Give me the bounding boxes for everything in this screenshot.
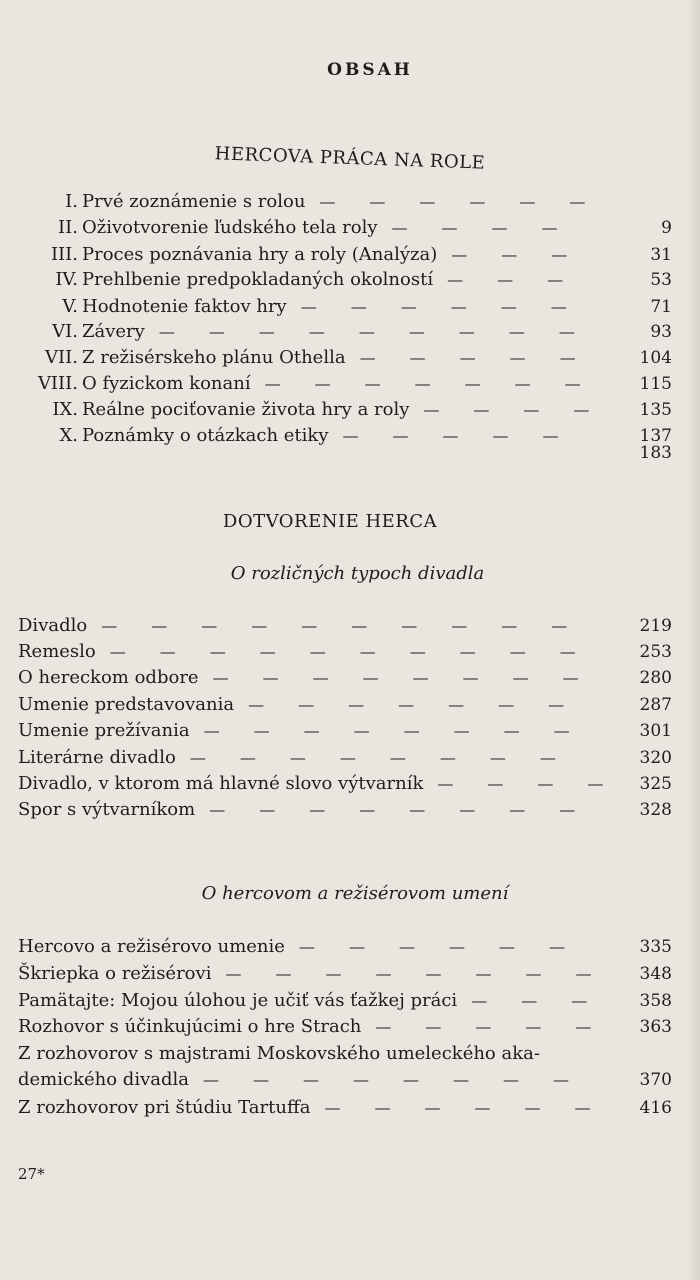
- entry-title: Prehlbenie predpokladaných okolností: [82, 269, 434, 290]
- leader-dash: —: [509, 800, 526, 819]
- leader-dash: —: [203, 721, 220, 740]
- leader-dash: —: [509, 642, 526, 661]
- leader-dash: —: [298, 937, 315, 956]
- entry-title: Z rozhovorov s majstrami Moskovského umeleckého aka-: [18, 1043, 540, 1064]
- leader-dash: —: [400, 297, 417, 316]
- page-number: 137: [639, 426, 672, 446]
- leader-dash: —: [202, 1070, 219, 1089]
- entry-title: Remeslo: [18, 641, 96, 662]
- page-number: 9: [661, 218, 672, 238]
- leader-dash: —: [325, 964, 342, 983]
- leader-dash: —: [525, 1017, 542, 1036]
- leader-dash: —: [559, 348, 576, 367]
- entry-title: Z rozhovorov pri štúdiu Tartuffa: [18, 1097, 311, 1118]
- leader-dash: —: [439, 748, 456, 767]
- toc-entry: [18, 1068, 672, 1092]
- leader-dash: —: [352, 1070, 369, 1089]
- leader-dash: —: [419, 192, 436, 211]
- leader-dash: —: [369, 192, 386, 211]
- leader-dash: —: [101, 616, 118, 635]
- toc-entry: [18, 772, 672, 796]
- entry-title: Oživotvorenie ľudského tela roly: [82, 217, 378, 238]
- leader-dash: —: [358, 322, 375, 341]
- chapter-number: I.: [65, 191, 78, 212]
- leader-dash: —: [587, 774, 604, 793]
- toc-entry: [18, 962, 672, 986]
- toc-entry: [18, 614, 672, 638]
- leader-dash: —: [409, 800, 426, 819]
- leader-dash: —: [542, 426, 559, 445]
- leader-dash: —: [450, 297, 467, 316]
- entry-title: Hodnotenie faktov hry: [82, 296, 287, 317]
- leader-dash: —: [521, 991, 538, 1010]
- leader-dash: —: [548, 937, 565, 956]
- page-number: 280: [639, 668, 672, 688]
- leader-dash: —: [573, 400, 590, 419]
- leader-dash: —: [424, 1098, 441, 1117]
- leader-dash: —: [497, 270, 514, 289]
- leader-dash: —: [498, 695, 515, 714]
- leader-dash: —: [448, 695, 465, 714]
- leader-dash: —: [501, 616, 518, 635]
- entry-title: Prvé zoznámenie s rolou: [82, 191, 306, 212]
- leader-dash: —: [319, 192, 336, 211]
- leader-dash: —: [259, 642, 276, 661]
- page-number: 135: [639, 400, 672, 420]
- leader-dash: —: [564, 374, 581, 393]
- toc-entry: [18, 190, 672, 214]
- toc-entry: [18, 372, 672, 396]
- entry-title: Divadlo, v ktorom má hlavné slovo výtvarník: [18, 773, 424, 794]
- leader-dash: —: [571, 991, 588, 1010]
- part-title-hercova-praca: HERCOVA PRÁCA NA ROLE: [214, 143, 486, 174]
- entry-title: Umenie predstavovania: [18, 694, 235, 715]
- leader-dash: —: [208, 322, 225, 341]
- entry-title: Z režisérskeho plánu Othella: [82, 347, 346, 368]
- leader-dash: —: [558, 322, 575, 341]
- page-number: 328: [639, 800, 672, 820]
- leader-dash: —: [364, 374, 381, 393]
- leader-dash: —: [451, 245, 468, 264]
- chapter-number: VII.: [45, 347, 78, 368]
- leader-dash: —: [469, 192, 486, 211]
- leader-dash: —: [412, 668, 429, 687]
- chapter-number: VIII.: [37, 373, 78, 394]
- leader-dash: —: [500, 297, 517, 316]
- leader-dash: —: [425, 964, 442, 983]
- chapter-number: VI.: [52, 321, 78, 342]
- leader-dash: —: [491, 218, 508, 237]
- leader-dash: —: [312, 668, 329, 687]
- leader-dash: —: [262, 668, 279, 687]
- toc-entry: [18, 935, 672, 959]
- leader-dash: —: [303, 721, 320, 740]
- leader-dash: —: [248, 695, 265, 714]
- leader-dash: —: [350, 297, 367, 316]
- leader-dash: —: [575, 964, 592, 983]
- leader-dash: —: [537, 774, 554, 793]
- leader-dash: —: [442, 426, 459, 445]
- chapter-number: III.: [50, 244, 78, 265]
- page-number: 320: [639, 748, 672, 768]
- leader-dash: —: [559, 642, 576, 661]
- toc-entry: [18, 798, 672, 822]
- leader-dash: —: [253, 721, 270, 740]
- leader-dash: —: [212, 668, 229, 687]
- leader-dash: —: [569, 192, 586, 211]
- leader-dash: —: [314, 374, 331, 393]
- leader-dash: —: [552, 1070, 569, 1089]
- page-number: 287: [639, 695, 672, 715]
- page-number: 183: [639, 443, 672, 463]
- leader-dash: —: [409, 348, 426, 367]
- entry-title: O hereckom odbore: [18, 667, 199, 688]
- toc-entry: [18, 1042, 672, 1066]
- leader-dash: —: [209, 800, 226, 819]
- leader-dash: —: [453, 721, 470, 740]
- leader-dash: —: [437, 774, 454, 793]
- leader-dash: —: [541, 218, 558, 237]
- leader-dash: —: [403, 721, 420, 740]
- entry-title: demického divadla: [18, 1069, 189, 1090]
- leader-dash: —: [503, 721, 520, 740]
- leader-dash: —: [451, 616, 468, 635]
- leader-dash: —: [362, 668, 379, 687]
- leader-dash: —: [391, 218, 408, 237]
- toc-entry: [18, 398, 672, 422]
- leader-dash: —: [501, 245, 518, 264]
- leader-dash: —: [259, 800, 276, 819]
- toc-entry: [18, 441, 672, 465]
- entry-title: Reálne pociťovanie života hry a roly: [82, 399, 410, 420]
- section-title-herec-reziser: O hercovom a režisérovom umení: [201, 883, 509, 904]
- leader-dash: —: [452, 1070, 469, 1089]
- leader-dash: —: [514, 374, 531, 393]
- page-number: 53: [650, 270, 672, 290]
- leader-dash: —: [158, 322, 175, 341]
- leader-dash: —: [458, 322, 475, 341]
- page-number: 253: [639, 642, 672, 662]
- leader-dash: —: [524, 1098, 541, 1117]
- chapter-number: IV.: [55, 269, 78, 290]
- leader-dash: —: [392, 426, 409, 445]
- leader-dash: —: [487, 774, 504, 793]
- leader-dash: —: [209, 642, 226, 661]
- leader-dash: —: [574, 1098, 591, 1117]
- toc-entry: [18, 346, 672, 370]
- leader-dash: —: [300, 297, 317, 316]
- leader-dash: —: [523, 400, 540, 419]
- leader-dash: —: [348, 695, 365, 714]
- toc-heading: OBSAH: [327, 60, 413, 80]
- toc-entry: [18, 640, 672, 664]
- toc-entry: [18, 243, 672, 267]
- leader-dash: —: [575, 1017, 592, 1036]
- page-number: 219: [639, 616, 672, 636]
- leader-dash: —: [402, 1070, 419, 1089]
- leader-dash: —: [375, 964, 392, 983]
- toc-entry: [18, 989, 672, 1013]
- entry-title: Rozhovor s účinkujúcimi o hre Strach: [18, 1016, 362, 1037]
- page-number: 358: [639, 991, 672, 1011]
- toc-entry: [18, 693, 672, 717]
- leader-dash: —: [289, 748, 306, 767]
- chapter-number: IX.: [52, 399, 78, 420]
- leader-dash: —: [559, 800, 576, 819]
- chapter-number: II.: [58, 217, 78, 238]
- leader-dash: —: [189, 748, 206, 767]
- leader-dash: —: [398, 695, 415, 714]
- page-number: 115: [639, 374, 672, 394]
- leader-dash: —: [489, 748, 506, 767]
- leader-dash: —: [462, 668, 479, 687]
- toc-entry: [18, 746, 672, 770]
- leader-dash: —: [398, 937, 415, 956]
- leader-dash: —: [408, 322, 425, 341]
- leader-dash: —: [512, 668, 529, 687]
- leader-dash: —: [475, 1017, 492, 1036]
- leader-dash: —: [475, 964, 492, 983]
- leader-dash: —: [441, 218, 458, 237]
- leader-dash: —: [151, 616, 168, 635]
- leader-dash: —: [201, 616, 218, 635]
- leader-dash: —: [547, 270, 564, 289]
- page-number: 363: [639, 1017, 672, 1037]
- page-folio: 27*: [18, 1165, 45, 1183]
- leader-dash: —: [324, 1098, 341, 1117]
- leader-dash: —: [447, 270, 464, 289]
- leader-dash: —: [308, 322, 325, 341]
- leader-dash: —: [252, 1070, 269, 1089]
- leader-dash: —: [492, 426, 509, 445]
- leader-dash: —: [159, 642, 176, 661]
- entry-title: Spor s výtvarníkom: [18, 799, 196, 820]
- leader-dash: —: [258, 322, 275, 341]
- page-edge-shadow: [686, 0, 700, 1280]
- entry-title: Poznámky o otázkach etiky: [82, 425, 329, 446]
- page-number: 335: [639, 937, 672, 957]
- leader-dash: —: [551, 245, 568, 264]
- leader-dash: —: [301, 616, 318, 635]
- leader-dash: —: [302, 1070, 319, 1089]
- page-number: 31: [650, 245, 672, 265]
- toc-entry: [18, 666, 672, 690]
- entry-title: Proces poznávania hry a roly (Analýza): [82, 244, 438, 265]
- page-number: 370: [639, 1070, 672, 1090]
- entry-title: Škriepka o režisérovi: [18, 963, 212, 984]
- leader-dash: —: [508, 322, 525, 341]
- toc-entry: [18, 216, 672, 240]
- page-number: 325: [639, 774, 672, 794]
- leader-dash: —: [348, 937, 365, 956]
- leader-dash: —: [525, 964, 542, 983]
- leader-dash: —: [414, 374, 431, 393]
- leader-dash: —: [225, 964, 242, 983]
- leader-dash: —: [459, 642, 476, 661]
- toc-entry: [18, 320, 672, 344]
- leader-dash: —: [423, 400, 440, 419]
- leader-dash: —: [374, 1098, 391, 1117]
- page-number: 104: [639, 348, 672, 368]
- leader-dash: —: [389, 748, 406, 767]
- leader-dash: —: [401, 616, 418, 635]
- page-number: 301: [639, 721, 672, 741]
- leader-dash: —: [562, 668, 579, 687]
- leader-dash: —: [459, 800, 476, 819]
- leader-dash: —: [298, 695, 315, 714]
- leader-dash: —: [553, 721, 570, 740]
- page-number: 416: [639, 1098, 672, 1118]
- leader-dash: —: [502, 1070, 519, 1089]
- toc-entry: [18, 268, 672, 292]
- leader-dash: —: [539, 748, 556, 767]
- entry-title: Umenie prežívania: [18, 720, 190, 741]
- leader-dash: —: [339, 748, 356, 767]
- leader-dash: —: [353, 721, 370, 740]
- toc-entry: [18, 1015, 672, 1039]
- toc-entry: [18, 1096, 672, 1120]
- leader-dash: —: [375, 1017, 392, 1036]
- leader-dash: —: [309, 642, 326, 661]
- leader-dash: —: [359, 800, 376, 819]
- leader-dash: —: [519, 192, 536, 211]
- leader-dash: —: [498, 937, 515, 956]
- leader-dash: —: [409, 642, 426, 661]
- leader-dash: —: [342, 426, 359, 445]
- toc-entry: [18, 719, 672, 743]
- leader-dash: —: [448, 937, 465, 956]
- toc-entry: [18, 295, 672, 319]
- leader-dash: —: [239, 748, 256, 767]
- leader-dash: —: [251, 616, 268, 635]
- leader-dash: —: [264, 374, 281, 393]
- leader-dash: —: [548, 695, 565, 714]
- entry-title: Hercovo a režisérovo umenie: [18, 936, 285, 957]
- page-number: 93: [650, 322, 672, 342]
- leader-dash: —: [464, 374, 481, 393]
- leader-dash: —: [275, 964, 292, 983]
- part-title-dotvorenie-herca: DOTVORENIE HERCA: [222, 511, 438, 532]
- leader-dash: —: [351, 616, 368, 635]
- leader-dash: —: [474, 1098, 491, 1117]
- leader-dash: —: [509, 348, 526, 367]
- entry-title: O fyzickom konaní: [82, 373, 251, 394]
- section-title-typy-divadla: O rozličných typoch divadla: [230, 563, 485, 584]
- leader-dash: —: [550, 297, 567, 316]
- page-number: 71: [650, 297, 672, 317]
- chapter-number: V.: [62, 296, 78, 317]
- leader-dash: —: [359, 642, 376, 661]
- leader-dash: —: [109, 642, 126, 661]
- page-number: 348: [639, 964, 672, 984]
- entry-title: Divadlo: [18, 615, 88, 636]
- entry-title: Literárne divadlo: [18, 747, 176, 768]
- leader-dash: —: [309, 800, 326, 819]
- entry-title: Závery: [82, 321, 145, 342]
- leader-dash: —: [551, 616, 568, 635]
- leader-dash: —: [425, 1017, 442, 1036]
- leader-dash: —: [359, 348, 376, 367]
- leader-dash: —: [471, 991, 488, 1010]
- leader-dash: —: [459, 348, 476, 367]
- entry-title: Pamätajte: Mojou úlohou je učiť vás ťažkej práci: [18, 990, 458, 1011]
- chapter-number: X.: [59, 425, 78, 446]
- leader-dash: —: [473, 400, 490, 419]
